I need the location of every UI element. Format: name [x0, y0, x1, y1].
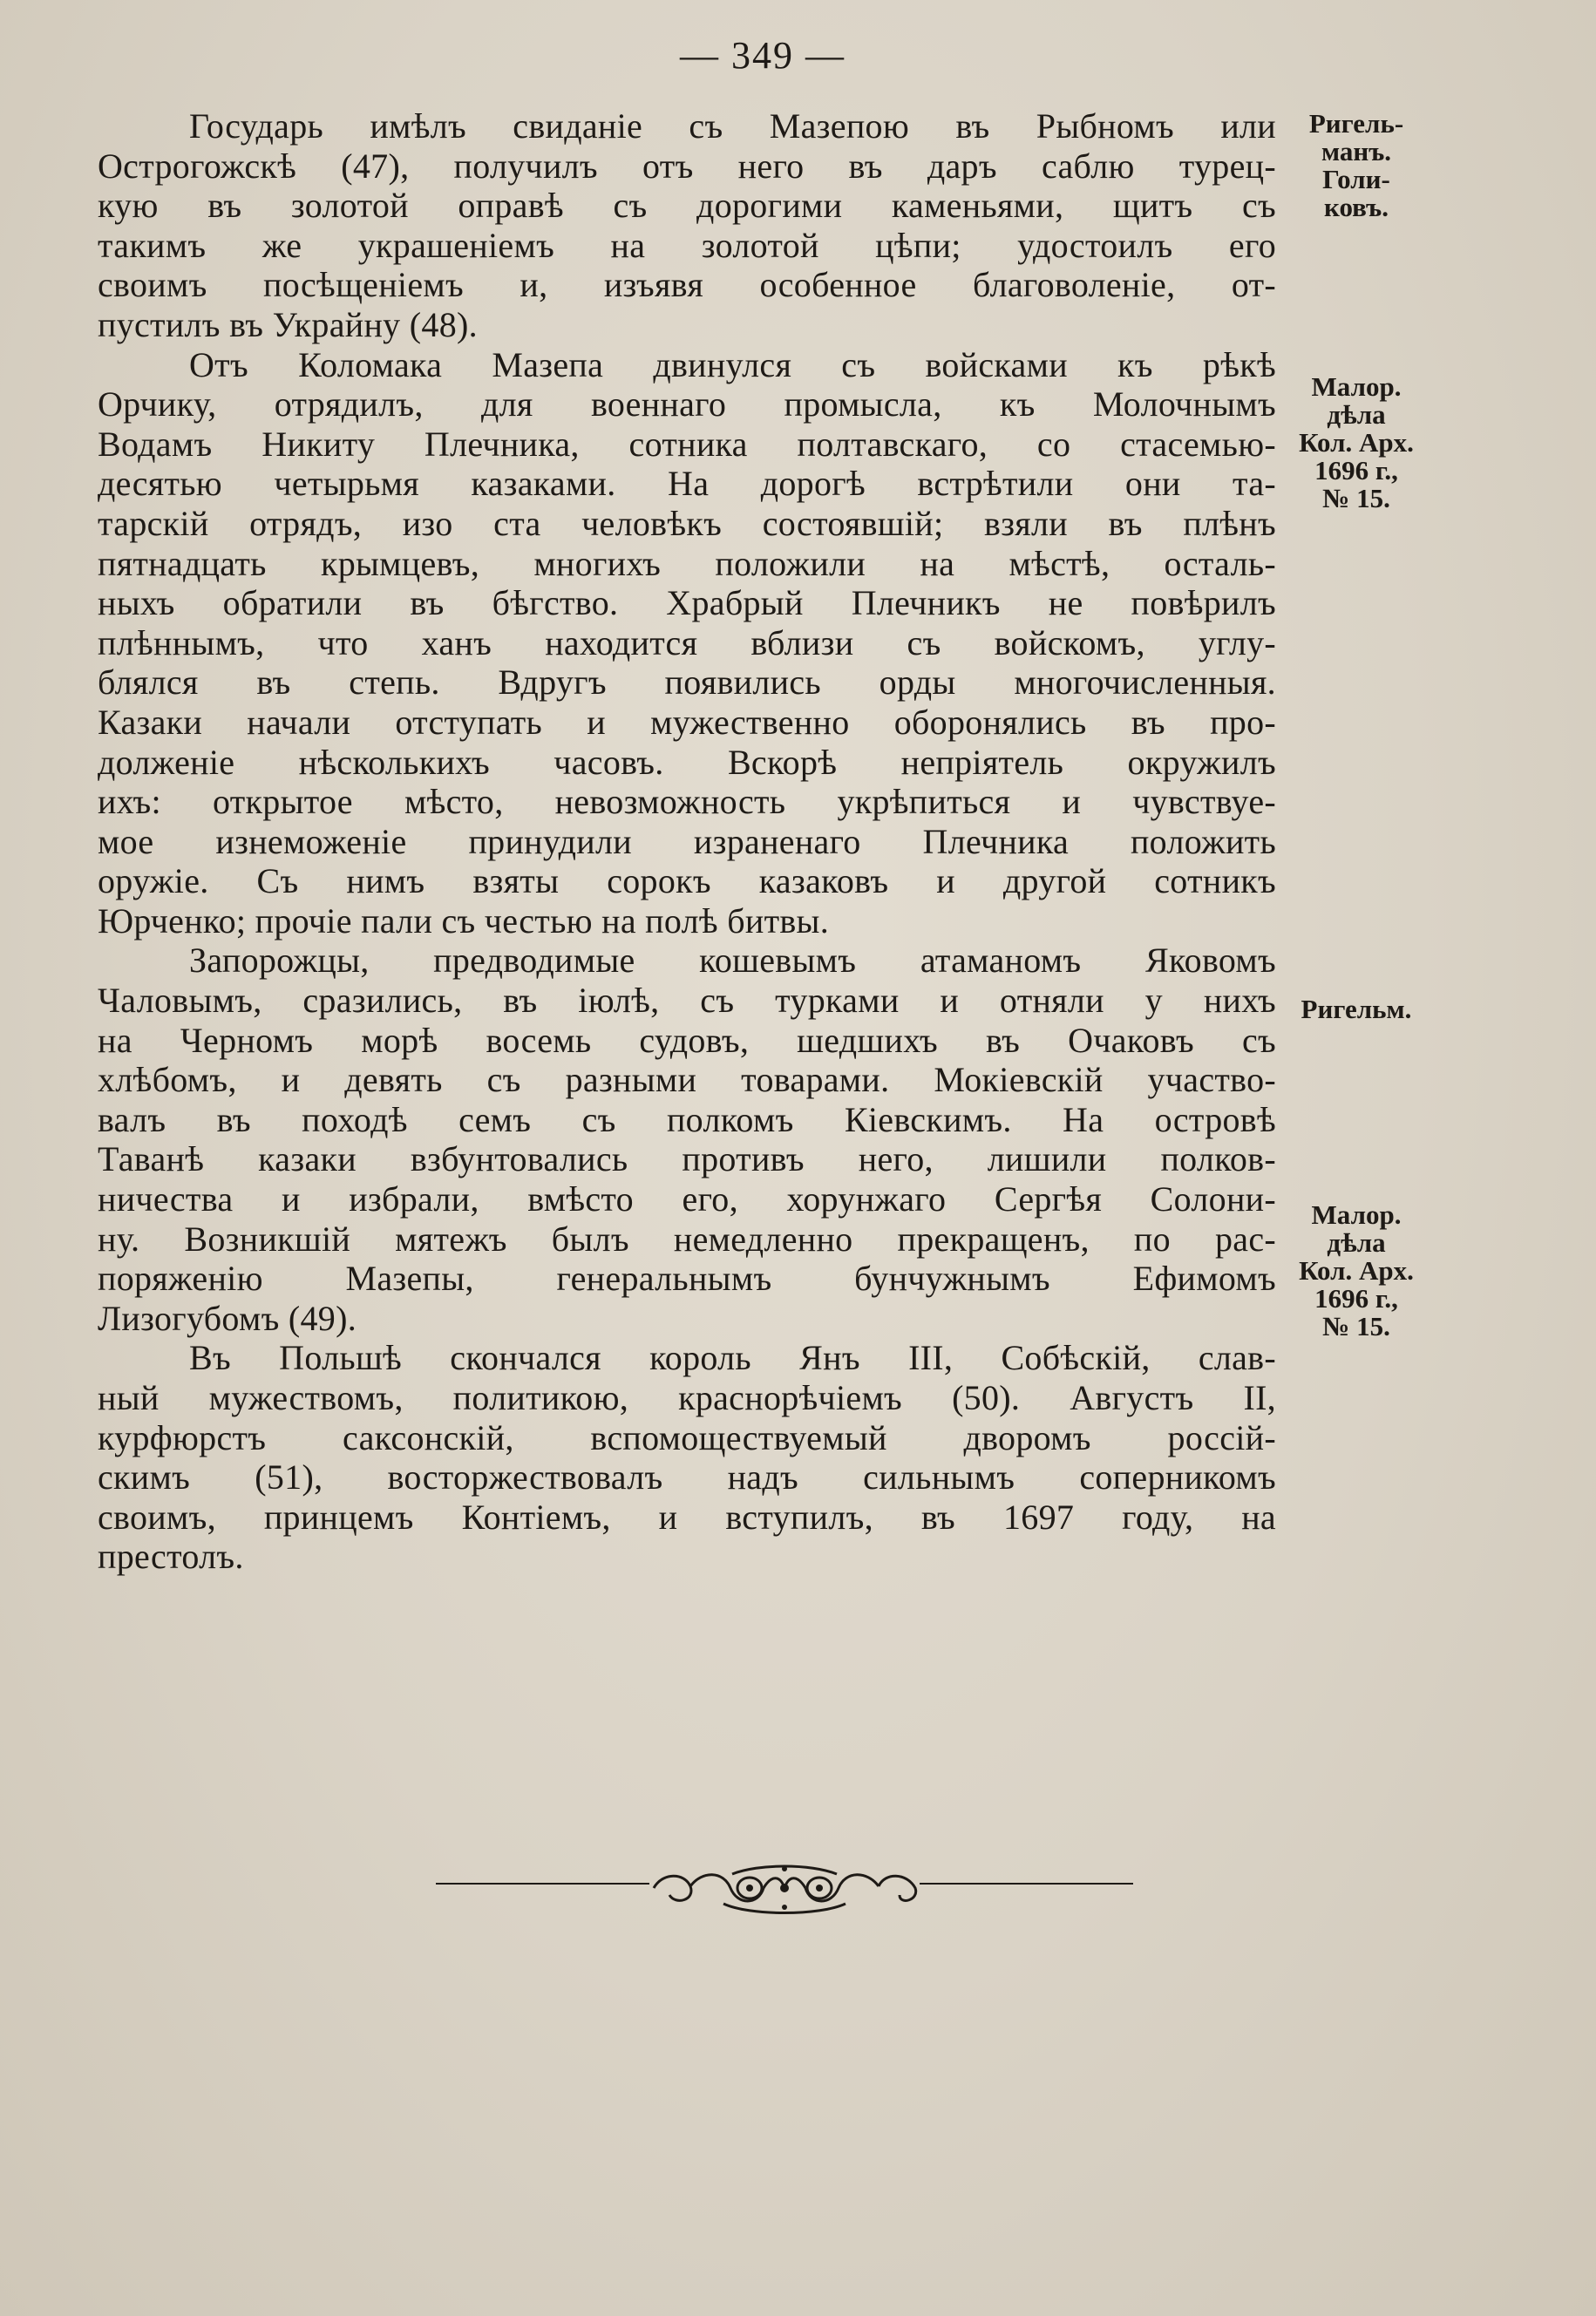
ornament-divider-icon [436, 1862, 1133, 1923]
text-line: ный мужествомъ, политикою, краснорѣчіемъ (50). Августъ II, [98, 1378, 1276, 1417]
text-line: Отъ Коломака Мазепа двинулся съ войсками къ рѣкѣ [189, 344, 1276, 384]
paragraph-3 [98, 941, 1276, 1338]
text-line: Запорожцы, предводимые кошевымъ атаманомъ Яковомъ [189, 941, 1276, 981]
margin-note-line: манъ. [1321, 136, 1392, 166]
margin-note-malor-dela-1 [1287, 373, 1426, 513]
text-line: поряженію Мазепы, генеральнымъ бунчужнымъ Ефимомъ [98, 1259, 1276, 1299]
margin-note-line: 1696 г., [1314, 1283, 1398, 1314]
margin-note-line: дѣла [1327, 399, 1386, 430]
text-line: курфюрстъ саксонскій, вспомоществуемый дворомъ россій- [98, 1417, 1276, 1457]
text-line: десятью четырьмя казаками. На дорогѣ встрѣтили они та- [98, 464, 1276, 504]
margin-note-line: дѣла [1327, 1227, 1386, 1258]
margin-note-line: Кол. Арх. [1299, 427, 1414, 458]
text-line: мое изнеможеніе принудили израненаго Плечника положить [98, 821, 1276, 861]
text-line: Государь имѣлъ свиданіе съ Мазепою въ Рыбномъ или [189, 106, 1276, 146]
margin-note-line: Малор. [1311, 1199, 1402, 1230]
margin-note-rigelm [1287, 995, 1426, 1023]
text-line: блялся въ степь. Вдругъ появились орды многочисленныя. [98, 662, 1276, 703]
text-line: Казаки начали отступать и мужественно оборонялись въ про- [98, 702, 1276, 742]
margin-note-line: Ригельм. [1301, 994, 1412, 1024]
paragraph-2 [98, 345, 1276, 941]
text-line: Лизогубомъ (49). [98, 1298, 357, 1338]
text-line: кую въ золотой оправѣ съ дорогими каменьями, щитъ съ [98, 186, 1276, 226]
text-line: пустилъ въ Украйну (48). [98, 304, 478, 344]
margin-note-line: Ригель- [1308, 108, 1404, 139]
text-line: престолъ. [98, 1537, 244, 1577]
text-line: Таванѣ казаки взбунтовались противъ него, лишили полков- [98, 1139, 1276, 1179]
page-number: — 349 — [680, 34, 846, 77]
margin-note-line: № 15. [1322, 483, 1390, 513]
margin-note-line: Голи- [1322, 164, 1390, 194]
paragraph-4 [98, 1338, 1276, 1577]
text-line: Чаловымъ, сразились, въ іюлѣ, съ турками и отняли у нихъ [98, 981, 1276, 1021]
text-line: хлѣбомъ, и девять съ разными товарами. Мокіевскій участво- [98, 1060, 1276, 1100]
text-line: ихъ: открытое мѣсто, невозможность укрѣпиться и чувствуе- [98, 782, 1276, 822]
margin-note-line: 1696 г., [1314, 455, 1398, 486]
text-line: валъ въ походѣ семъ съ полкомъ Кіевскимъ. На островѣ [98, 1099, 1276, 1139]
main-text [98, 106, 1276, 1577]
text-line: пятнадцать крымцевъ, многихъ положили на мѣстѣ, осталь- [98, 543, 1276, 583]
margin-note-line: Кол. Арх. [1299, 1255, 1414, 1286]
text-line: тарскій отрядъ, изо ста человѣкъ состоявшій; взяли въ плѣнъ [98, 503, 1276, 543]
text-line: своимъ, принцемъ Контіемъ, и вступилъ, въ 1697 году, на [98, 1497, 1276, 1537]
text-line: Юрченко; прочіе пали съ честью на полѣ битвы. [98, 900, 830, 941]
margin-note-line: Малор. [1311, 371, 1402, 402]
text-line: Острогожскѣ (47), получилъ отъ него въ даръ саблю турец- [98, 146, 1276, 186]
text-line: такимъ же украшеніемъ на золотой цѣпи; удостоилъ его [98, 225, 1276, 265]
margin-note-malor-dela-2 [1287, 1201, 1426, 1341]
text-line: оружіе. Съ нимъ взяты сорокъ казаковъ и другой сотникъ [98, 861, 1276, 901]
margin-note-line: № 15. [1322, 1311, 1390, 1341]
text-line: Орчику, отрядилъ, для военнаго промысла, къ Молочнымъ [98, 384, 1276, 424]
text-line: на Черномъ морѣ восемь судовъ, шедшихъ въ Очаковъ съ [98, 1020, 1276, 1060]
text-line: Въ Польшѣ скончался король Янъ III, Собѣскій, слав- [189, 1338, 1276, 1378]
text-line: плѣннымъ, что ханъ находится вблизи съ войскомъ, углу- [98, 622, 1276, 662]
text-line: ну. Возникшій мятежъ былъ немедленно прекращенъ, по рас- [98, 1219, 1276, 1259]
text-line: долженіе нѣсколькихъ часовъ. Вскорѣ непріятель окружилъ [98, 742, 1276, 782]
margin-note-line: ковъ. [1324, 192, 1389, 222]
margin-note-rigelman-golikov [1287, 110, 1426, 221]
text-line: Водамъ Никиту Плечника, сотника полтавскаго, со стасемью- [98, 424, 1276, 464]
text-line: ничества и избрали, вмѣсто его, хорунжаго Сергѣя Солони- [98, 1179, 1276, 1219]
text-line: своимъ посѣщеніемъ и, изъявя особенное благоволеніе, от- [98, 265, 1276, 305]
paragraph-1 [98, 106, 1276, 345]
text-line: ныхъ обратили въ бѣгство. Храбрый Плечникъ не повѣрилъ [98, 583, 1276, 623]
text-line: скимъ (51), восторжествовалъ надъ сильнымъ соперникомъ [98, 1457, 1276, 1498]
